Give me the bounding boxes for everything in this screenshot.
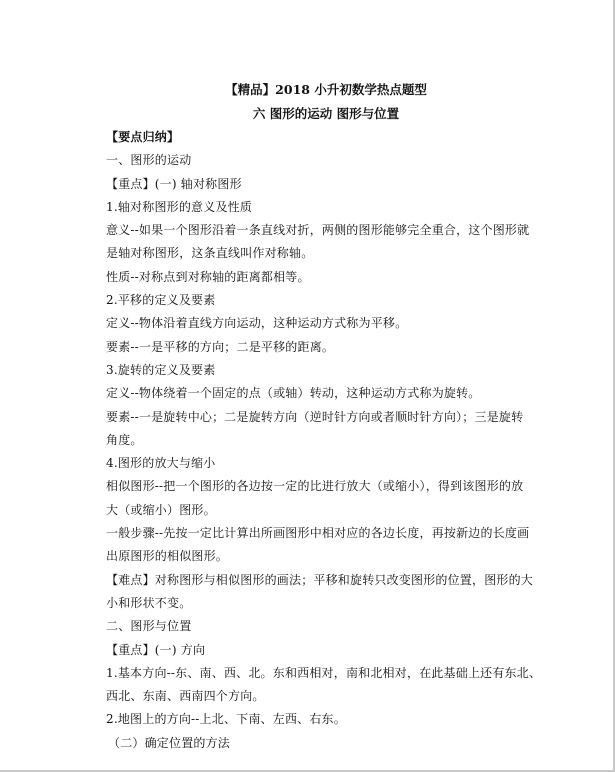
paragraph-line: 2.地图上的方向--上北、下南、左西、右东。 bbox=[106, 712, 346, 727]
paragraph-line: （二）确定位置的方法 bbox=[108, 735, 231, 750]
paragraph-line: 西北、东南、西南四个方向。 bbox=[106, 689, 265, 704]
paragraph-line: 是轴对称图形，这条直线叫作对称轴。 bbox=[106, 246, 314, 261]
document-subtitle: 六 图形的运动 图形与位置 bbox=[252, 106, 400, 121]
paragraph-line: 性质--对称点到对称轴的距离都相等。 bbox=[106, 269, 310, 284]
paragraph-line: 小和形状不变。 bbox=[106, 595, 192, 610]
document-title: 【精品】2018 小升初数学热点题型 bbox=[225, 82, 427, 97]
section-heading-key-points: 【要点归纳】 bbox=[106, 130, 180, 144]
section-heading-motion: 一、图形的运动 bbox=[106, 153, 192, 168]
paragraph-line: 大（或缩小）图形。 bbox=[106, 502, 216, 517]
paragraph-line: 2.平移的定义及要素 bbox=[106, 293, 216, 308]
paragraph-line: 3.旋转的定义及要素 bbox=[106, 362, 216, 377]
paragraph-line: 定义--物体绕着一个固定的点（或轴）转动，这种运动方式称为旋转。 bbox=[106, 386, 481, 401]
paragraph-line: 出原图形的相似图形。 bbox=[106, 549, 229, 564]
document-content bbox=[106, 78, 542, 755]
paragraph-line: 【重点】(一) 方向 bbox=[106, 642, 206, 657]
section-heading-position: 二、图形与位置 bbox=[106, 619, 192, 634]
paragraph-line: 相似图形--把一个图形的各边按一定的比进行放大（或缩小），得到该图形的放 bbox=[106, 479, 524, 494]
paragraph-line: 1.轴对称图形的意义及性质 bbox=[106, 199, 253, 214]
paragraph-line: 【重点】(一) 轴对称图形 bbox=[106, 176, 242, 191]
paragraph-line: 定义--物体沿着直线方向运动，这种运动方式称为平移。 bbox=[106, 316, 408, 331]
paragraph-line: 4.图形的放大与缩小 bbox=[106, 456, 216, 471]
paragraph-line: 意义--如果一个图形沿着一条直线对折，两侧的图形能够完全重合，这个图形就 bbox=[106, 223, 530, 238]
paragraph-line: 一般步骤--先按一定比计算出所画图形中相对应的各边长度，再按新边的长度画 bbox=[106, 526, 530, 541]
paragraph-line: 要素--一是平移的方向；二是平移的距离。 bbox=[106, 339, 335, 354]
paragraph-line: 【难点】对称图形与相似图形的画法；平移和旋转只改变图形的位置，图形的大 bbox=[106, 572, 534, 587]
paragraph-line: 要素--一是旋转中心；二是旋转方向（逆时针方向或者顺时针方向）；三是旋转 bbox=[106, 409, 524, 424]
paragraph-line: 角度。 bbox=[106, 432, 143, 447]
paragraph-line: 1.基本方向--东、南、西、北。东和西相对，南和北相对，在此基础上还有东北、 bbox=[106, 665, 542, 680]
